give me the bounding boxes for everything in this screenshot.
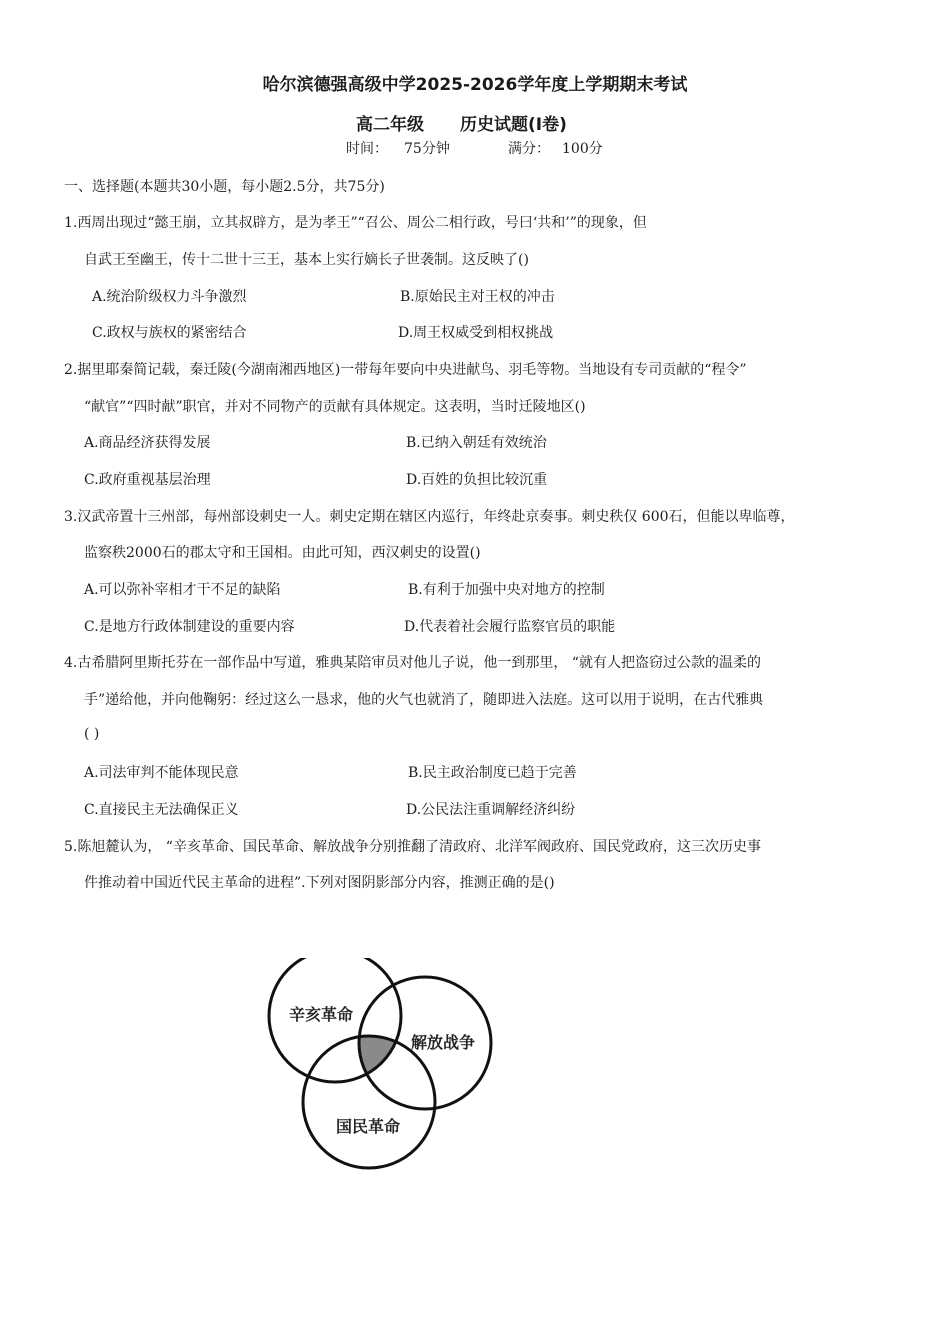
question-1-option-c: C.政权与族权的紧密结合: [92, 325, 247, 341]
label-xinhai: 辛亥革命: [289, 1005, 354, 1024]
question-2-line-1: 2.据里耶秦简记载，秦迁陵(今湖南湘西地区)一带每年要向中央进献鸟、羽毛等物。当地设有专司贡献的“程令”: [64, 362, 747, 378]
question-4-option-a: A.司法审判不能体现民意: [84, 765, 239, 781]
question-1-option-b: B.原始民主对王权的冲击: [400, 289, 555, 305]
section-heading: 一、选择题(本题共30小题，每小题2.5分，共75分): [64, 179, 385, 195]
time-value: 75分钟: [404, 141, 450, 157]
score-label: 满分：: [508, 141, 550, 157]
question-2-line-2: “献官”“四时献”职官，并对不同物产的贡献有具体规定。这表明，当时迁陵地区(): [84, 399, 586, 415]
subject-label: 历史试题(Ⅰ卷): [460, 115, 567, 135]
question-4-line-3: ( ): [84, 726, 100, 742]
question-2-option-c: C.政府重视基层治理: [84, 472, 211, 488]
question-3-line-2: 监察秩2000石的郡太守和王国相。由此可知，西汉刺史的设置(): [84, 545, 481, 561]
time-label: 时间：: [346, 141, 388, 157]
question-3-option-c: C.是地方行政体制建设的重要内容: [84, 619, 295, 635]
question-3-line-1: 3.汉武帝置十三州部，每州部设刺史一人。刺史定期在辖区内巡行，年终赴京奏事。刺史秩仅 600石，但能以卑临尊，: [64, 509, 795, 525]
question-1-line-1: 1.西周出现过“懿王崩，立其叔辟方，是为孝王”“召公、周公二相行政，号曰‘共和’”的现象，但: [64, 215, 647, 231]
question-4-line-2: 手”递给他，并向他鞠躬：经过这么一恳求，他的火气也就消了，随即进入法庭。这可以用于说明，在古代雅典: [84, 692, 764, 708]
venn-diagram: [265, 958, 505, 1188]
grade-label: 高二年级: [356, 115, 424, 135]
question-4-option-c: C.直接民主无法确保正义: [84, 802, 239, 818]
question-1-option-d: D.周王权威受到相权挑战: [398, 325, 554, 341]
question-5-line-1: 5.陈旭麓认为， “辛亥革命、国民革命、解放战争分别推翻了清政府、北洋军阀政府、国民党政府，这三次历史事: [64, 839, 761, 855]
question-3-option-d: D.代表着社会履行监察官员的职能: [404, 619, 616, 635]
question-2-option-a: A.商品经济获得发展: [84, 435, 211, 451]
label-jiefang: 解放战争: [411, 1033, 476, 1052]
question-3-option-b: B.有利于加强中央对地方的控制: [408, 582, 605, 598]
page-title: 哈尔滨德强高级中学2025-2026学年度上学期期末考试: [262, 75, 688, 95]
question-5-line-2: 件推动着中国近代民主革命的进程”.下列对图阴影部分内容，推测正确的是(): [84, 875, 555, 891]
question-2-option-d: D.百姓的负担比较沉重: [406, 472, 548, 488]
question-4-option-b: B.民主政治制度已趋于完善: [408, 765, 577, 781]
question-4-line-1: 4.古希腊阿里斯托芬在一部作品中写道，雅典某陪审员对他儿子说，他一到那里， “就有人把盗窃过公款的温柔的: [64, 655, 761, 671]
question-4-option-d: D.公民法注重调解经济纠纷: [406, 802, 576, 818]
question-1-line-2: 自武王至幽王，传十二世十三王，基本上实行嫡长子世袭制。这反映了(): [84, 252, 529, 268]
score-value: 100分: [562, 141, 603, 157]
label-guomin: 国民革命: [336, 1117, 401, 1136]
question-1-option-a: A.统治阶级权力斗争激烈: [92, 289, 247, 305]
question-3-option-a: A.可以弥补宰相才干不足的缺陷: [84, 582, 281, 598]
question-2-option-b: B.已纳入朝廷有效统治: [406, 435, 547, 451]
